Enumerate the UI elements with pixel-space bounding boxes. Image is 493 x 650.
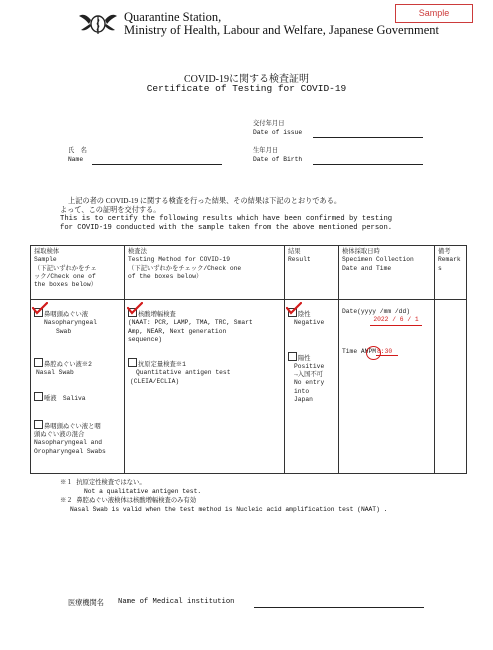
- certificate-title-jp: COVID-19に関する検査証明: [184, 74, 309, 85]
- statement-jp-line1: 上記の者の COVID-19 に関する検査を行った結果、その結果は下記のとおりである。: [68, 197, 342, 205]
- name-label-en: Name: [68, 156, 84, 163]
- note-1-jp: ※１ 抗原定性検査ではない。: [60, 479, 146, 486]
- ministry-emblem-icon: [78, 8, 118, 40]
- datetime-cell: [339, 300, 435, 474]
- table-body-row: [31, 300, 467, 474]
- sample-option-nasopharyngeal[interactable]: 鼻咽頭ぬぐい液 Nasopharyngeal Swab: [34, 308, 121, 336]
- statement-jp-line2: よって、この証明を交付する。: [60, 206, 161, 214]
- note-2-jp: ※２ 鼻腔ぬぐい液検体は核酸増幅検査のみ有効: [60, 497, 197, 504]
- checkbox-positive[interactable]: [288, 352, 297, 361]
- table-header-row: [31, 246, 467, 300]
- note-2-en: Nasal Swab is valid when the test method is Nucleic acid amplification test (NAAT) .: [70, 506, 388, 513]
- dob-label-en: Date of Birth: [253, 156, 303, 163]
- header-method: 検査法 Testing Method for COVID-19 （下記いずれかをチェック/Check one of the boxes below）: [125, 246, 285, 300]
- red-check-mark-icon: [32, 302, 48, 315]
- time-pm[interactable]: PM: [368, 348, 376, 356]
- certificate-title-en: Certificate of Testing for COVID-19: [146, 83, 347, 94]
- issue-date-label-jp: 交付年月日: [253, 120, 285, 127]
- statement-en-line1: This is to certify the following results which have been confirmed by testing: [60, 215, 393, 223]
- sample-option-saliva[interactable]: 唾液 Saliva: [34, 392, 121, 403]
- result-cell: [285, 300, 339, 474]
- header-datetime: 検体採取日時 Specimen Collection Date and Time: [339, 246, 435, 300]
- quarantine-station-title: Quarantine Station,: [124, 10, 222, 24]
- date-label: Date(yyyy /mm /dd): [342, 308, 411, 315]
- checkbox-saliva[interactable]: [34, 392, 43, 401]
- checkbox-nasal[interactable]: [34, 358, 43, 367]
- name-field[interactable]: [92, 163, 222, 165]
- header-remarks: 備考 Remark s: [435, 246, 467, 300]
- sample-option-mixed[interactable]: 鼻咽頭ぬぐい液と咽 頭ぬぐい液の混合 Nasopharyngeal and Oropharyngeal Swabs: [34, 420, 121, 456]
- time-value[interactable]: 8:30: [376, 348, 398, 356]
- name-label-jp: 氏 名: [68, 147, 87, 154]
- test-results-table: [30, 245, 467, 474]
- method-option-antigen[interactable]: 抗原定量検査※1 Quantitative antigen test (CLEIA/ECLIA): [128, 358, 281, 386]
- time-row: [342, 348, 431, 356]
- header-result: 結果 Result: [285, 246, 339, 300]
- method-cell: [125, 300, 285, 474]
- sample-stamp: Sample: [395, 4, 473, 23]
- dob-label-jp: 生年月日: [253, 147, 279, 154]
- institution-field[interactable]: [254, 606, 424, 608]
- remarks-cell[interactable]: [435, 300, 467, 474]
- note-1-en: Not a qualitative antigen test.: [84, 488, 202, 495]
- statement-en-line2: for COVID-19 conducted with the sample taken from the above mentioned person.: [60, 224, 393, 232]
- time-label: Time: [342, 347, 358, 355]
- institution-label-en: Name of Medical institution: [118, 598, 235, 606]
- red-check-mark-icon: [286, 302, 302, 315]
- header-sample: 採取検体 Sample （下記いずれかをチェ ック/Check one of the boxes below）: [31, 246, 125, 300]
- ministry-title: Ministry of Health, Labour and Welfare, Japanese Government: [124, 23, 439, 37]
- issue-date-field[interactable]: [313, 136, 423, 138]
- pm-circle-mark: [366, 346, 381, 360]
- checkbox-mixed[interactable]: [34, 420, 43, 429]
- method-option-naat[interactable]: 核酸増幅検査 (NAAT: PCR, LAMP, TMA, TRC, Smart Amp, NEAR, Next generation sequence): [128, 308, 281, 344]
- institution-label-jp: 医療機関名: [68, 600, 104, 608]
- issue-date-label-en: Date of issue: [253, 129, 303, 136]
- dob-field[interactable]: [313, 163, 423, 165]
- red-check-mark-icon: [127, 302, 143, 315]
- time-am[interactable]: AM: [360, 347, 369, 355]
- date-value[interactable]: 2022 / 6 / 1: [370, 316, 422, 325]
- sample-option-nasal[interactable]: 鼻腔ぬぐい液※2 Nasal Swab: [34, 358, 121, 378]
- result-option-negative[interactable]: 陰性 Negative: [288, 308, 335, 328]
- result-option-positive[interactable]: 陽性 Positive →入国不可 No entry into Japan: [288, 352, 335, 405]
- checkbox-antigen[interactable]: [128, 358, 137, 367]
- sample-cell: [31, 300, 125, 474]
